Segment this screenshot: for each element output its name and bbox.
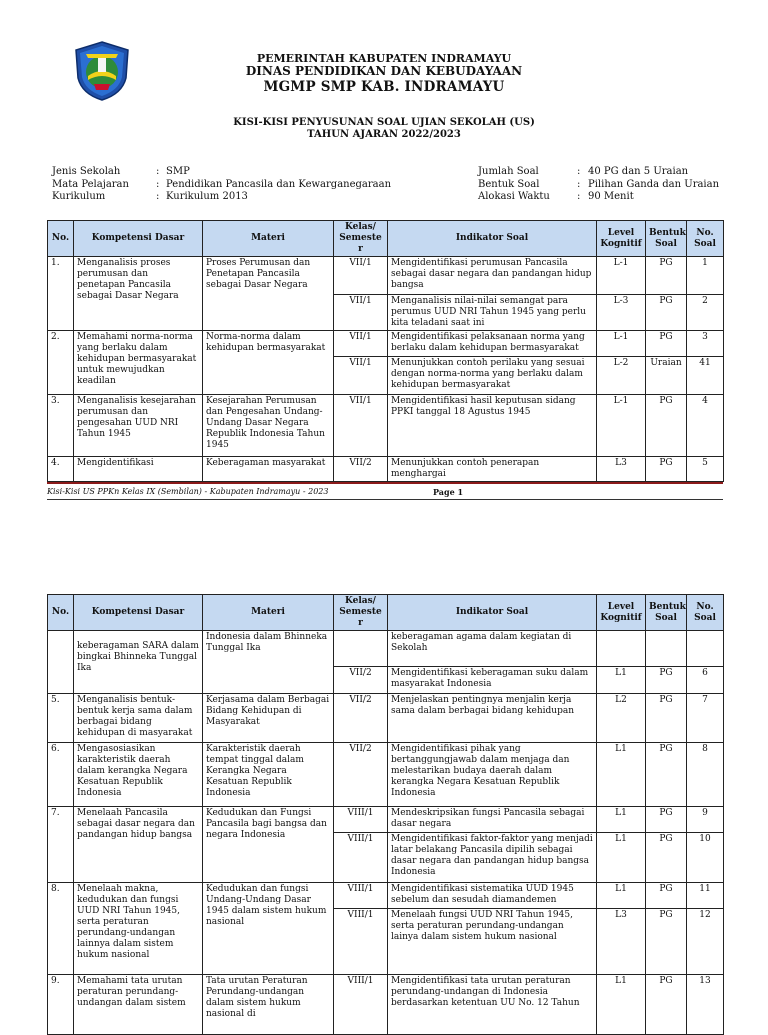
cell-kelas	[334, 631, 388, 667]
cell-level: L2	[597, 694, 646, 743]
cell-kelas: VII/2	[334, 694, 388, 743]
kisi-table-page1	[47, 220, 724, 482]
cell-kd: Menganalisis bentuk-bentuk kerja sama dalam berbagai bidang kehidupan di masyarakat	[74, 694, 203, 743]
cell-indikator: Mengidentifikasi sistematika UUD 1945 sebelum dan sesudah diamandemen	[388, 883, 597, 909]
info-label: Jenis Sekolah	[52, 166, 121, 177]
info-label: Mata Pelajaran	[52, 178, 129, 190]
col-materi: Materi	[203, 221, 334, 257]
table-header-row	[48, 221, 724, 257]
info-left	[52, 166, 432, 204]
cell-indikator: Mengidentifikasi hasil keputusan sidang PPKI tanggal 18 Agustus 1945	[388, 395, 597, 457]
col-bentuk-soal: Bentuk Soal	[646, 221, 687, 257]
cell-no: 5.	[48, 694, 74, 743]
cell-bentuk: PG	[646, 257, 687, 295]
cell-indikator: Mendeskripsikan fungsi Pancasila sebagai dasar negara	[388, 807, 597, 833]
cell-nosoal: 8	[687, 743, 724, 807]
cell-level: L1	[597, 833, 646, 883]
info-label: Kurikulum	[52, 191, 106, 202]
cell-kelas: VIII/1	[334, 909, 388, 975]
cell-kelas: VIII/1	[334, 807, 388, 833]
cell-indikator: Menjelaskan pentingnya menjalin kerja sama dalam berbagai bidang kehidupan	[388, 694, 597, 743]
cell-kd: Menganalisis proses perumusan dan penetapan Pancasila sebagai Dasar Negara	[74, 257, 203, 331]
cell-nosoal: 5	[687, 457, 724, 482]
cell-nosoal: 10	[687, 833, 724, 883]
cell-level	[597, 631, 646, 667]
info-row: Jenis Sekolah : SMP	[52, 166, 190, 177]
cell-bentuk: PG	[646, 295, 687, 331]
col-kompetensi-dasar: Kompetensi Dasar	[74, 221, 203, 257]
cell-kelas: VII/1	[334, 357, 388, 395]
cell-level: L1	[597, 975, 646, 1035]
cell-bentuk: PG	[646, 975, 687, 1035]
info-row: Jumlah Soal : 40 PG dan 5 Uraian	[478, 166, 689, 177]
cell-materi: Kesejarahan Perumusan dan Pengesahan Undang-Undang Dasar Negara Republik Indonesia Tahun 1945	[203, 395, 334, 457]
table-row	[48, 883, 724, 909]
cell-kelas: VII/2	[334, 457, 388, 482]
info-row: Mata Pelajaran : Pendidikan Pancasila dan Kewarganegaraan	[52, 178, 392, 190]
table-row	[48, 743, 724, 807]
cell-level: L3	[597, 909, 646, 975]
info-label: Jumlah Soal	[478, 166, 539, 177]
cell-kd: Menganalisis kesejarahan perumusan dan pengesahan UUD NRI Tahun 1945	[74, 395, 203, 457]
cell-nosoal: 4	[687, 395, 724, 457]
cell-kelas: VII/1	[334, 295, 388, 331]
footer-underline	[47, 499, 723, 500]
kisi-table-page1-wrapper	[47, 220, 723, 479]
col-kompetensi-dasar: Kompetensi Dasar	[74, 595, 203, 631]
cell-no: 4.	[48, 457, 74, 482]
cell-materi: Proses Perumusan dan Penetapan Pancasila sebagai Dasar Negara	[203, 257, 334, 331]
footer-divider	[47, 482, 723, 484]
cell-materi: Indonesia dalam Bhinneka Tunggal Ika	[203, 631, 334, 694]
cell-nosoal: 3	[687, 331, 724, 357]
cell-nosoal: 1	[687, 257, 724, 295]
cell-indikator: Mengidentifikasi faktor-faktor yang menjadi latar belakang Pancasila dipilih sebagai dasar negara dan pandangan hidup bangsa Indonesia	[388, 833, 597, 883]
cell-indikator: Mengidentifikasi keberagaman suku dalam masyarakat Indonesia	[388, 667, 597, 694]
col-level-kognitif: Level Kognitif	[597, 595, 646, 631]
col-no: No.	[48, 595, 74, 631]
info-value: SMP	[166, 166, 190, 177]
cell-indikator: Mengidentifikasi pihak yang bertanggungjawab dalam menjaga dan melestarikan budaya daerah dalam kerangka Negara Kesatuan Republik Indonesia	[388, 743, 597, 807]
cell-no: 9.	[48, 975, 74, 1035]
cell-level: L-3	[597, 295, 646, 331]
kisi-table-page2-wrapper	[47, 594, 723, 1024]
cell-indikator: Mengidentifikasi perumusan Pancasila sebagai dasar negara dan pandangan hidup bangsa	[388, 257, 597, 295]
cell-nosoal: 12	[687, 909, 724, 975]
col-kelas-semester: Kelas/ Semeste r	[334, 595, 388, 631]
table-row	[48, 975, 724, 1035]
cell-level: L1	[597, 667, 646, 694]
cell-bentuk	[646, 631, 687, 667]
cell-materi: Tata urutan Peraturan Perundang-undangan dalam sistem hukum nasional di	[203, 975, 334, 1035]
table-row	[48, 395, 724, 457]
cell-materi: Kedudukan dan fungsi Undang-Undang Dasar 1945 dalam sistem hukum nasional	[203, 883, 334, 975]
cell-bentuk: PG	[646, 833, 687, 883]
cell-materi: Kerjasama dalam Berbagai Bidang Kehidupan di Masyarakat	[203, 694, 334, 743]
document-title: KISI-KISI PENYUSUNAN SOAL UJIAN SEKOLAH (US)	[233, 117, 535, 128]
col-level-kognitif: Level Kognitif	[597, 221, 646, 257]
table-row	[48, 331, 724, 357]
cell-kd: Menelaah makna, kedudukan dan fungsi UUD NRI Tahun 1945, serta peraturan perundang-undangan lainnya dalam sistem hukum nasional	[74, 883, 203, 975]
cell-nosoal: 41	[687, 357, 724, 395]
col-no: No.	[48, 221, 74, 257]
info-label: Alokasi Waktu	[478, 191, 550, 202]
table-header-row	[48, 595, 724, 631]
cell-bentuk: PG	[646, 743, 687, 807]
cell-kd: Memahami norma-norma yang berlaku dalam kehidupan bermasyarakat untuk mewujudkan keadilan	[74, 331, 203, 395]
cell-materi: Kedudukan dan Fungsi Pancasila bagi bangsa dan negara Indonesia	[203, 807, 334, 883]
cell-level: L-2	[597, 357, 646, 395]
cell-materi: Norma-norma dalam kehidupan bermasyarakat	[203, 331, 334, 395]
header-mgmp: MGMP SMP KAB. INDRAMAYU	[263, 79, 505, 95]
cell-bentuk: PG	[646, 909, 687, 975]
col-indikator-soal: Indikator Soal	[388, 221, 597, 257]
cell-kelas: VII/1	[334, 331, 388, 357]
kisi-table-page2	[47, 594, 724, 1035]
cell-kelas: VII/2	[334, 743, 388, 807]
academic-year: TAHUN AJARAN 2022/2023	[307, 129, 461, 140]
cell-kelas: VII/2	[334, 667, 388, 694]
cell-no: 2.	[48, 331, 74, 395]
cell-bentuk: PG	[646, 331, 687, 357]
cell-kelas: VIII/1	[334, 833, 388, 883]
cell-nosoal	[687, 631, 724, 667]
info-label: Bentuk Soal	[478, 178, 540, 190]
cell-no	[48, 631, 74, 694]
cell-nosoal: 6	[687, 667, 724, 694]
col-indikator-soal: Indikator Soal	[388, 595, 597, 631]
cell-bentuk: PG	[646, 807, 687, 833]
header-government: PEMERINTAH KABUPATEN INDRAMAYU	[256, 52, 512, 65]
info-value: Kurikulum 2013	[166, 191, 248, 202]
info-value: Pilihan Ganda dan Uraian	[588, 178, 720, 190]
table-row	[48, 694, 724, 743]
cell-no: 8.	[48, 883, 74, 975]
cell-bentuk: PG	[646, 667, 687, 694]
cell-level: L1	[597, 743, 646, 807]
info-right	[478, 166, 718, 204]
info-row: Bentuk Soal : Pilihan Ganda dan Uraian	[478, 178, 720, 190]
header-department: DINAS PENDIDIKAN DAN KEBUDAYAAN	[245, 64, 523, 78]
cell-level: L3	[597, 457, 646, 482]
info-row: Alokasi Waktu : 90 Menit	[478, 191, 634, 202]
cell-indikator: Mengidentifikasi pelaksanaan norma yang berlaku dalam kehidupan bermasyarakat	[388, 331, 597, 357]
table-row	[48, 457, 724, 482]
table-row	[48, 257, 724, 295]
cell-bentuk: Uraian	[646, 357, 687, 395]
footer-text: Kisi-Kisi US PPKn Kelas IX (Sembilan) - Kabupaten Indramayu - 2023	[47, 487, 329, 496]
cell-kelas: VII/1	[334, 395, 388, 457]
cell-indikator: keberagaman agama dalam kegiatan di Sekolah	[388, 631, 597, 667]
table-row	[48, 807, 724, 833]
cell-kelas: VII/1	[334, 257, 388, 295]
cell-indikator: Menelaah fungsi UUD NRI Tahun 1945, serta peraturan perundang-undangan lainya dalam sistem hukum nasional	[388, 909, 597, 975]
info-value: 40 PG dan 5 Uraian	[588, 166, 689, 177]
cell-level: L1	[597, 883, 646, 909]
cell-materi: Keberagaman masyarakat	[203, 457, 334, 482]
info-value: 90 Menit	[588, 191, 634, 202]
cell-materi: Karakteristik daerah tempat tinggal dalam Kerangka Negara Kesatuan Republik Indonesia	[203, 743, 334, 807]
page-number: Page 1	[433, 487, 464, 497]
cell-no: 6.	[48, 743, 74, 807]
col-bentuk-soal: Bentuk Soal	[646, 595, 687, 631]
cell-bentuk: PG	[646, 457, 687, 482]
cell-kd: Memahami tata urutan peraturan perundang-undangan dalam sistem	[74, 975, 203, 1035]
cell-indikator: Menunjukkan contoh perilaku yang sesuai dengan norma-norma yang berlaku dalam kehidupan bermasyarakat	[388, 357, 597, 395]
table-row	[48, 631, 724, 667]
cell-nosoal: 2	[687, 295, 724, 331]
cell-bentuk: PG	[646, 694, 687, 743]
cell-nosoal: 9	[687, 807, 724, 833]
cell-indikator: Mengidentifikasi tata urutan peraturan perundang-undangan di Indonesia berdasarkan ketentuan UU No. 12 Tahun	[388, 975, 597, 1035]
info-value: Pendidikan Pancasila dan Kewarganegaraan	[166, 178, 392, 190]
cell-kd: Mengidentifikasi	[74, 457, 203, 482]
cell-kd: keberagaman SARA dalam bingkai Bhinneka Tunggal Ika	[74, 631, 203, 694]
col-materi: Materi	[203, 595, 334, 631]
cell-bentuk: PG	[646, 395, 687, 457]
cell-level: L-1	[597, 257, 646, 295]
cell-indikator: Menunjukkan contoh penerapan menghargai	[388, 457, 597, 482]
col-kelas-semester: Kelas/ Semeste r	[334, 221, 388, 257]
cell-bentuk: PG	[646, 883, 687, 909]
cell-nosoal: 13	[687, 975, 724, 1035]
cell-level: L1	[597, 807, 646, 833]
cell-kd: Menelaah Pancasila sebagai dasar negara dan pandangan hidup bangsa	[74, 807, 203, 883]
cell-no: 7.	[48, 807, 74, 883]
cell-no: 3.	[48, 395, 74, 457]
cell-kelas: VIII/1	[334, 975, 388, 1035]
cell-kelas: VIII/1	[334, 883, 388, 909]
cell-indikator: Menganalisis nilai-nilai semangat para perumus UUD NRI Tahun 1945 yang perlu kita teladani saat ini	[388, 295, 597, 331]
cell-nosoal: 11	[687, 883, 724, 909]
cell-no: 1.	[48, 257, 74, 331]
info-row: Kurikulum : Kurikulum 2013	[52, 191, 248, 202]
cell-nosoal: 7	[687, 694, 724, 743]
col-no-soal: No. Soal	[687, 595, 724, 631]
cell-level: L-1	[597, 331, 646, 357]
cell-level: L-1	[597, 395, 646, 457]
col-no-soal: No. Soal	[687, 221, 724, 257]
cell-kd: Mengasosiasikan karakteristik daerah dalam kerangka Negara Kesatuan Republik Indonesia	[74, 743, 203, 807]
